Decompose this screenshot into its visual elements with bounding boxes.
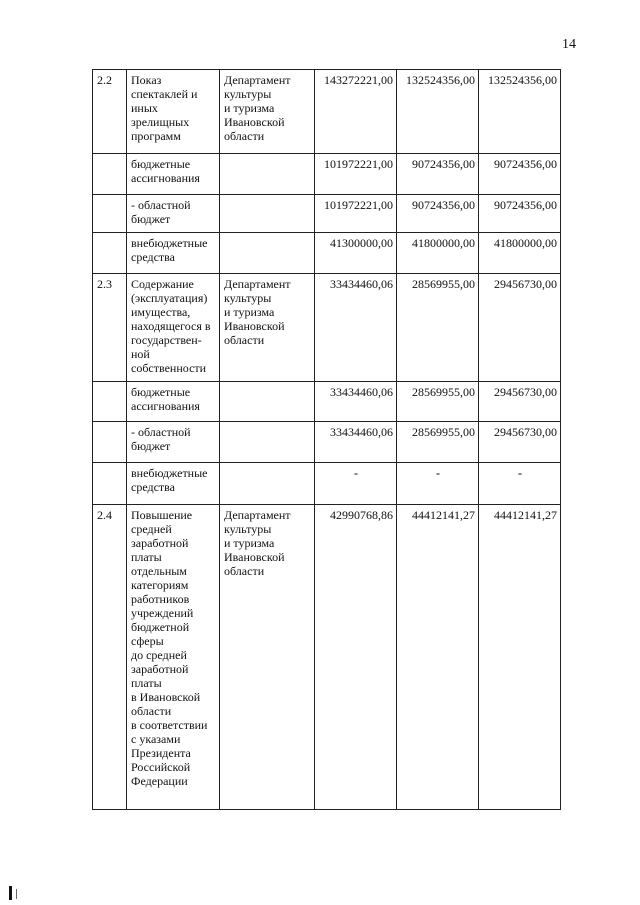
row-value — [397, 463, 479, 505]
row-name — [127, 154, 220, 195]
row-value — [397, 233, 479, 274]
row-name — [127, 463, 220, 505]
row-value — [315, 382, 397, 422]
row-responsible — [220, 195, 315, 233]
row-value — [479, 233, 561, 274]
row-value-text: 28569955,00 — [412, 277, 475, 291]
row-value-text: 41800000,00 — [412, 236, 475, 250]
row-responsible — [220, 422, 315, 463]
row-value — [315, 422, 397, 463]
row-number — [93, 274, 127, 382]
row-value-text: 90724356,00 — [412, 157, 475, 171]
row-number — [93, 154, 127, 195]
row-value-text: 44412141,27 — [412, 508, 475, 522]
row-value-text: 132524356,00 — [406, 73, 475, 87]
row-value-text: 33434460,06 — [330, 277, 393, 291]
row-value-text: 33434460,06 — [330, 385, 393, 399]
row-value — [479, 382, 561, 422]
page-number: 14 — [562, 37, 576, 52]
row-responsible — [220, 70, 315, 154]
row-number — [93, 382, 127, 422]
row-name — [127, 195, 220, 233]
row-number — [93, 422, 127, 463]
row-value — [315, 154, 397, 195]
row-responsible — [220, 233, 315, 274]
row-value — [397, 382, 479, 422]
row-name-text: Показ спектаклей и иных зрелищных программ — [131, 73, 198, 143]
row-name — [127, 70, 220, 154]
row-number-text: 2.2 — [97, 73, 112, 87]
row-value-text: 101972221,00 — [324, 157, 393, 171]
row-name-text: Содержание (эксплуатация) имущества, находящегося в государствен- ной собственности — [131, 277, 211, 375]
table-row — [93, 195, 561, 233]
row-value-text: 29456730,00 — [494, 277, 557, 291]
row-responsible — [220, 382, 315, 422]
row-value — [479, 422, 561, 463]
row-value-text: 28569955,00 — [412, 425, 475, 439]
row-name — [127, 422, 220, 463]
row-value-text: 29456730,00 — [494, 425, 557, 439]
row-number-text: 2.3 — [97, 277, 112, 291]
row-value-text: 28569955,00 — [412, 385, 475, 399]
row-value-text: - — [354, 466, 358, 480]
row-responsible-text: Департамент культуры и туризма Ивановской области — [224, 508, 291, 578]
row-value — [397, 195, 479, 233]
table-row — [93, 274, 561, 382]
row-name-text: Повышение средней заработной платы отдельным категориям работников учреждений бюджетной сферы до средней заработной платы в Ивановской области в соответствии с указами Президента Российской Федерации — [131, 508, 208, 788]
row-value-text: - — [436, 466, 440, 480]
margin-mark-secondary — [16, 889, 17, 899]
table-row — [93, 463, 561, 505]
row-value — [315, 463, 397, 505]
row-value — [315, 195, 397, 233]
row-responsible — [220, 274, 315, 382]
row-name-text: - областной бюджет — [131, 425, 191, 453]
table-row — [93, 154, 561, 195]
row-number — [93, 463, 127, 505]
row-value-text: 41800000,00 — [494, 236, 557, 250]
row-responsible — [220, 154, 315, 195]
row-value-text: 41300000,00 — [330, 236, 393, 250]
table-row — [93, 422, 561, 463]
margin-mark — [9, 886, 12, 900]
row-value-text: 101972221,00 — [324, 198, 393, 212]
row-value-text: 132524356,00 — [488, 73, 557, 87]
row-name — [127, 274, 220, 382]
row-value — [315, 233, 397, 274]
row-value-text: 90724356,00 — [494, 198, 557, 212]
row-value — [479, 70, 561, 154]
row-name-text: бюджетные ассигнования — [131, 385, 200, 413]
row-value — [479, 505, 561, 810]
row-value — [479, 154, 561, 195]
budget-table-body — [93, 70, 561, 810]
row-name-text: бюджетные ассигнования — [131, 157, 200, 185]
row-value — [315, 70, 397, 154]
row-value — [315, 505, 397, 810]
row-value — [479, 274, 561, 382]
row-responsible-text: Департамент культуры и туризма Ивановской области — [224, 73, 291, 143]
row-value-text: 90724356,00 — [412, 198, 475, 212]
row-responsible — [220, 463, 315, 505]
row-value — [397, 505, 479, 810]
row-value — [397, 274, 479, 382]
row-value-text: - — [518, 466, 522, 480]
row-value — [479, 463, 561, 505]
row-value — [397, 422, 479, 463]
row-value — [479, 195, 561, 233]
row-value-text: 143272221,00 — [324, 73, 393, 87]
table-row — [93, 70, 561, 154]
budget-table — [92, 69, 561, 810]
row-value-text: 29456730,00 — [494, 385, 557, 399]
table-row — [93, 233, 561, 274]
table-row — [93, 382, 561, 422]
row-value-text: 33434460,06 — [330, 425, 393, 439]
row-name-text: внебюджетные средства — [131, 236, 208, 264]
row-value — [315, 274, 397, 382]
row-name — [127, 505, 220, 810]
row-number — [93, 195, 127, 233]
row-value — [397, 154, 479, 195]
row-number — [93, 505, 127, 810]
row-value-text: 44412141,27 — [494, 508, 557, 522]
row-number — [93, 233, 127, 274]
table-row — [93, 505, 561, 810]
row-name-text: - областной бюджет — [131, 198, 191, 226]
row-number-text: 2.4 — [97, 508, 112, 522]
row-name-text: внебюджетные средства — [131, 466, 208, 494]
row-responsible — [220, 505, 315, 810]
row-name — [127, 233, 220, 274]
row-value — [397, 70, 479, 154]
row-number — [93, 70, 127, 154]
row-name — [127, 382, 220, 422]
row-value-text: 90724356,00 — [494, 157, 557, 171]
row-responsible-text: Департамент культуры и туризма Ивановской области — [224, 277, 291, 347]
row-value-text: 42990768,86 — [330, 508, 393, 522]
